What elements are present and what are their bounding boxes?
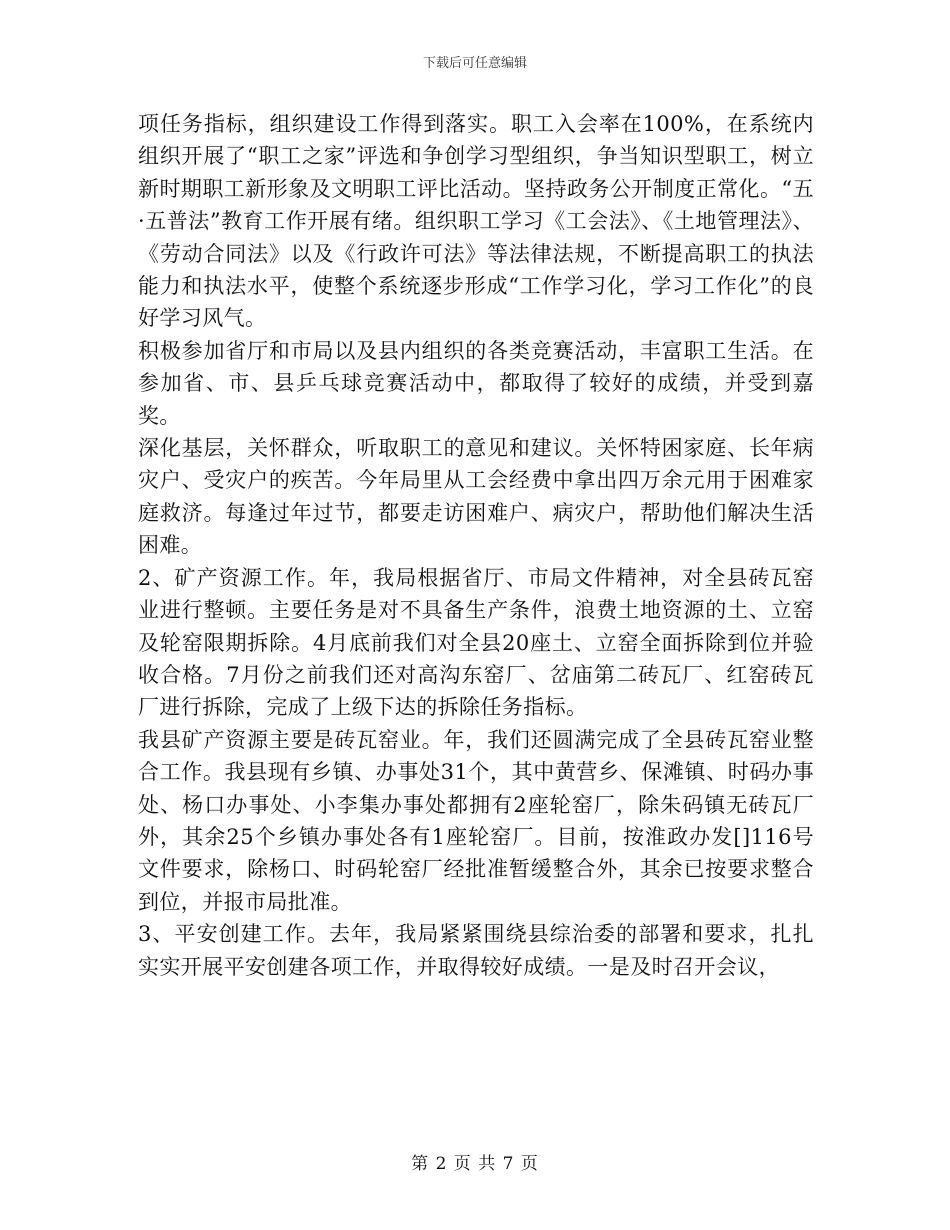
- page-number-footer: 第 2 页 共 7 页: [411, 1154, 539, 1174]
- page-header-note: 下载后可任意编辑: [422, 56, 527, 71]
- paragraph-5: 我县矿产资源主要是砖瓦窑业。年，我们还圆满完成了全县砖瓦窑业整合工作。我县现有乡镇、办事处31个，其中黄营乡、保滩镇、时码办事处、杨口办事处、小李集办事处都拥有2座轮窑厂，除朱码镇无砖瓦厂外，其余25个乡镇办事处各有1座轮窑厂。目前，按淮政办发[]116号文件要求，除杨口、时码轮窑厂经批准暂缓整合外，其余已按要求整合到位，并报市局批准。: [138, 727, 814, 914]
- paragraph-2: 积极参加省厅和市局以及县内组织的各类竞赛活动，丰富职工生活。在参加省、市、县乒乓球竞赛活动中，都取得了较好的成绩，并受到嘉奖。: [138, 338, 814, 428]
- document-body: [138, 108, 814, 983]
- paragraph-1: 项任务指标，组织建设工作得到落实。职工入会率在100%，在系统内组织开展了“职工之家”评选和争创学习型组织，争当知识型职工，树立新时期职工新形象及文明职工评比活动。坚持政务公开制度正常化。“五·五普法”教育工作开展有绪。组织职工学习《工会法》、《土地管理法》、《劳动合同法》以及《行政许可法》等法律法规，不断提高职工的执法能力和执法水平，使整个系统逐步形成“工作学习化，学习工作化”的良好学习风气。: [138, 112, 814, 331]
- paragraph-4: 2、矿产资源工作。年，我局根据省厅、市局文件精神，对全县砖瓦窑业进行整顿。主要任务是对不具备生产条件，浪费土地资源的土、立窑及轮窑限期拆除。4月底前我们对全县20座土、立窑全面拆除到位并验收合格。7月份之前我们还对高沟东窑厂、岔庙第二砖瓦厂、红窑砖瓦厂进行拆除，完成了上级下达的拆除任务指标。: [138, 565, 814, 720]
- paragraph-3: 深化基层，关怀群众，听取职工的意见和建议。关怀特困家庭、长年病灾户、受灾户的疾苦。今年局里从工会经费中拿出四万余元用于困难家庭救济。每逢过年过节，都要走访困难户、病灾户，帮助他们解决生活困难。: [138, 436, 814, 558]
- paragraph-6: 3、平安创建工作。去年，我局紧紧围绕县综治委的部署和要求，扎扎实实开展平安创建各项工作，并取得较好成绩。一是及时召开会议，: [138, 922, 814, 979]
